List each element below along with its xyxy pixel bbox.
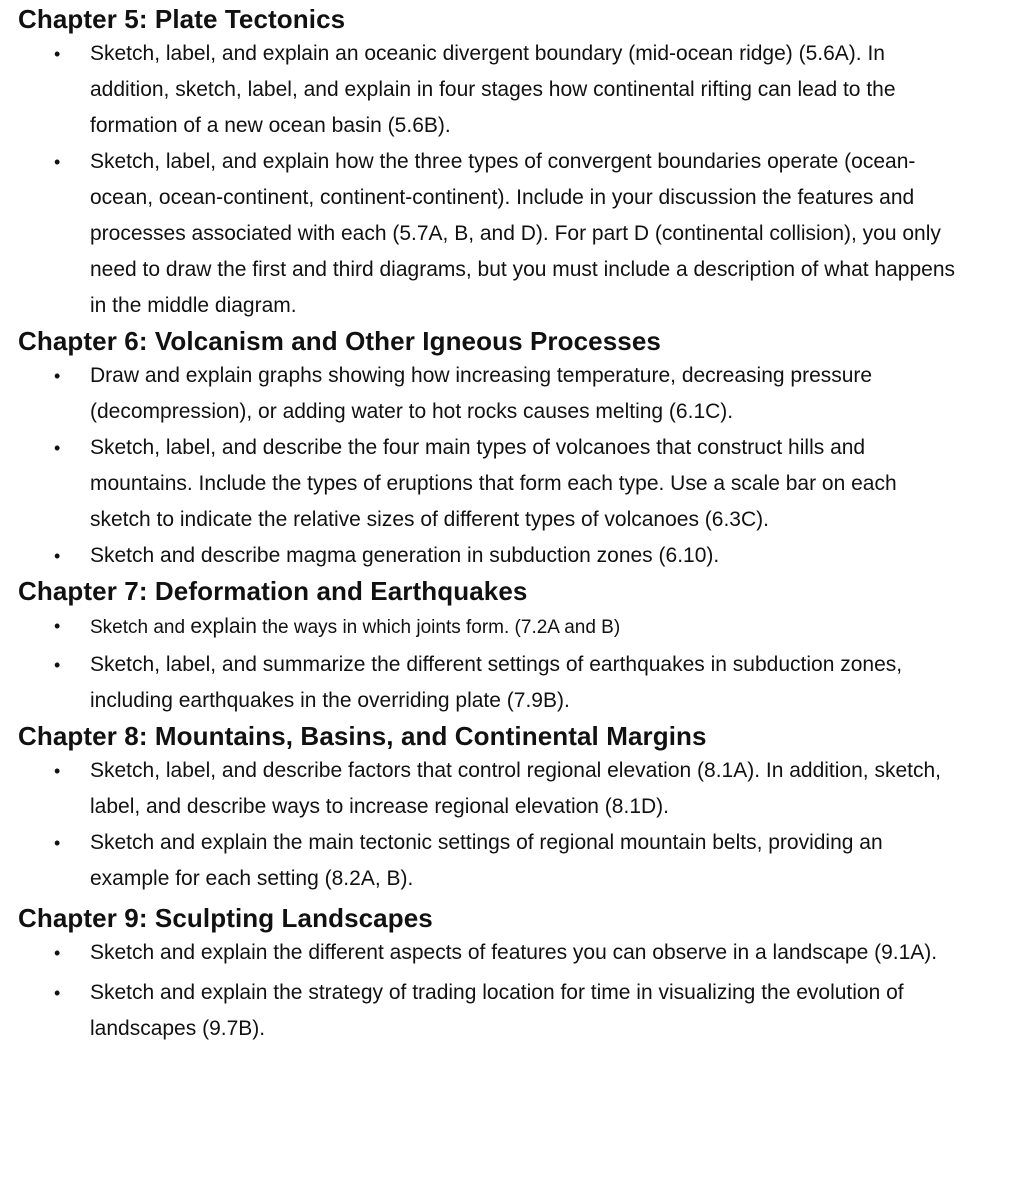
chapter-8-title: Chapter 8: Mountains, Basins, and Continental Margins <box>18 721 707 751</box>
list-item <box>18 36 958 144</box>
chapter-6-title: Chapter 6: Volcanism and Other Igneous Processes <box>18 326 661 356</box>
list-item-text-after: the ways in which joints form. (7.2A and B) <box>256 617 621 638</box>
list-item-text: Sketch, label, and explain how the three types of convergent boundaries operate (ocean-ocean, ocean-continent, continent-continent). Include in your discussion the features and processes associated with each (5.7A, B, and D). For part D (continental collision), you only need to draw the first and third diagrams, but you must include a description of what happens in the middle diagram. <box>90 150 955 317</box>
list-item <box>18 753 958 825</box>
list-item <box>18 647 958 719</box>
chapter-6-list <box>18 358 1012 574</box>
bullet-icon: • <box>54 546 61 566</box>
list-item-text: Sketch and explain the strategy of trading location for time in visualizing the evolution of landscapes (9.7B). <box>90 981 904 1040</box>
chapter-9-list <box>18 935 1012 1047</box>
chapter-5-list <box>18 36 1012 324</box>
list-item-text: Draw and explain graphs showing how increasing temperature, decreasing pressure (decompression), or adding water to hot rocks causes melting (6.1C). <box>90 364 873 423</box>
list-item <box>18 144 958 324</box>
bullet-icon: • <box>54 616 61 636</box>
list-item-text: Sketch, label, and explain an oceanic divergent boundary (mid-ocean ridge) (5.6A). In addition, sketch, label, and explain in four stages how continental rifting can lead to the formation of a new ocean basin (5.6B). <box>90 42 896 137</box>
bullet-icon: • <box>54 152 61 172</box>
list-item <box>18 608 958 647</box>
list-item <box>18 935 958 971</box>
bullet-icon: • <box>54 943 61 963</box>
chapter-6-section <box>18 324 1012 574</box>
bullet-icon: • <box>54 366 61 386</box>
list-item-text-emphasis: explain <box>190 615 257 638</box>
chapter-7-section <box>18 574 1012 719</box>
list-item-text-before: Sketch and <box>90 617 191 638</box>
bullet-icon: • <box>54 44 61 64</box>
chapter-8-section <box>18 719 1012 897</box>
bullet-icon: • <box>54 655 61 675</box>
list-item-text: Sketch, label, and describe factors that control regional elevation (8.1A). In addition, sketch, label, and describe ways to increase regional elevation (8.1D). <box>90 759 941 818</box>
chapter-9-section <box>18 901 1012 1047</box>
list-item-text: Sketch and explain the main tectonic settings of regional mountain belts, providing an example for each setting (8.2A, B). <box>90 831 883 890</box>
chapter-7-title: Chapter 7: Deformation and Earthquakes <box>18 576 528 606</box>
chapter-7-list <box>18 608 1012 719</box>
list-item <box>18 975 958 1047</box>
chapter-5-title: Chapter 5: Plate Tectonics <box>18 4 346 34</box>
bullet-icon: • <box>54 833 61 853</box>
bullet-icon: • <box>54 438 61 458</box>
list-item <box>18 825 958 897</box>
list-item <box>18 430 958 538</box>
list-item <box>18 358 958 430</box>
list-item <box>18 538 958 574</box>
bullet-icon: • <box>54 983 61 1003</box>
chapter-9-title: Chapter 9: Sculpting Landscapes <box>18 903 433 933</box>
chapter-8-list <box>18 753 1012 897</box>
list-item-text: Sketch, label, and summarize the different settings of earthquakes in subduction zones, including earthquakes in the overriding plate (7.9B). <box>90 653 903 712</box>
list-item-text: Sketch, label, and describe the four main types of volcanoes that construct hills and mountains. Include the types of eruptions that form each type. Use a scale bar on each sketch to indicate the relative sizes of different types of volcanoes (6.3C). <box>90 436 897 531</box>
bullet-icon: • <box>54 761 61 781</box>
list-item-text: Sketch and explain the different aspects of features you can observe in a landscape (9.1A). <box>90 941 938 964</box>
chapter-5-section <box>18 2 1012 324</box>
list-item-text: Sketch and describe magma generation in subduction zones (6.10). <box>90 544 720 567</box>
